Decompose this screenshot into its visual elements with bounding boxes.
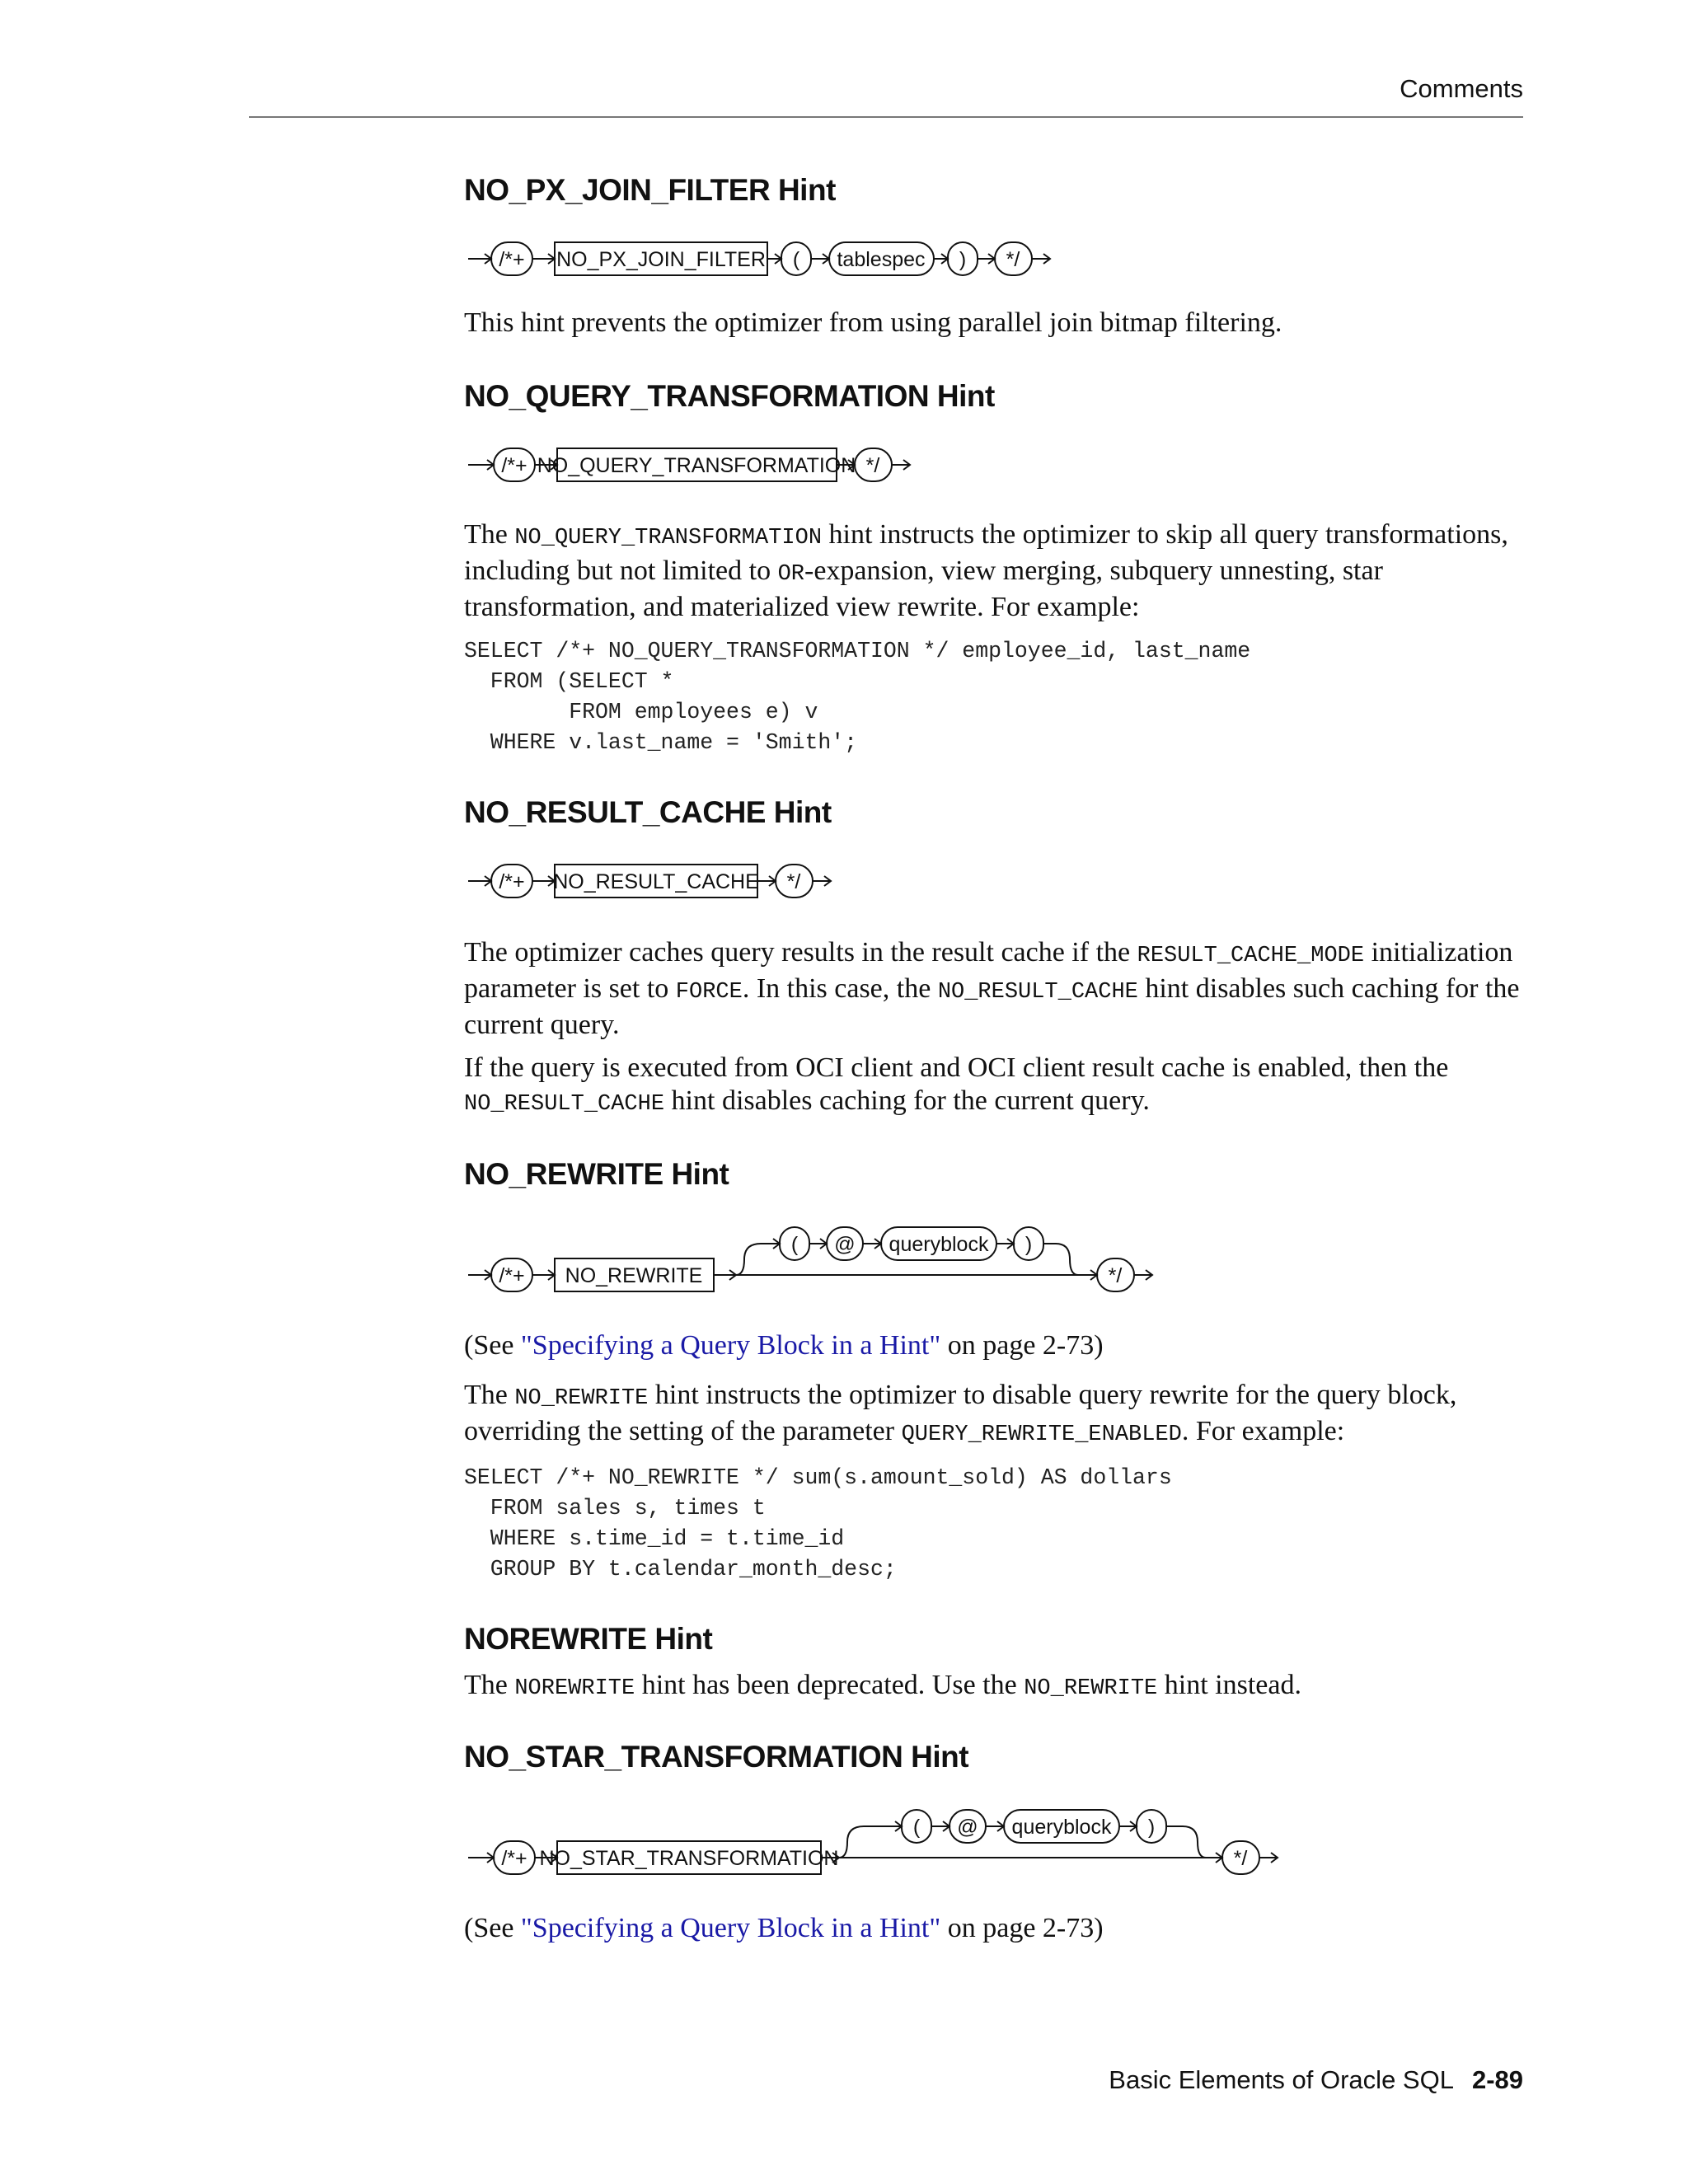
running-head: Comments: [1400, 74, 1523, 103]
diagram-token: /*+: [501, 454, 528, 477]
diagram-token: (: [912, 1816, 921, 1839]
syntax-diagram-no-px-join-filter: [464, 237, 1057, 282]
syntax-diagram-no-rewrite: [464, 1220, 1148, 1310]
section-norewrite: [464, 1622, 1527, 1657]
syntax-diagram-no-result-cache: [464, 860, 843, 904]
diagram-token: /*+: [499, 248, 525, 271]
diagram-token: @: [957, 1816, 978, 1839]
section-no-result-cache: [464, 795, 1527, 830]
diagram-token: /*+: [501, 1847, 528, 1870]
section-title: NO_RESULT_CACHE Hint: [464, 795, 832, 829]
code-example: SELECT /*+ NO_REWRITE */ sum(s.amount_sold) AS dollars FROM sales s, times t WHERE s.time_id = t.time_id GROUP BY t.calendar_month_desc;: [464, 1465, 1172, 1582]
diagram-token: */: [786, 870, 801, 893]
paragraph: The NOREWRITE hint has been deprecated. Use the NO_REWRITE hint instead.: [464, 1670, 1301, 1701]
diagram-nonterminal: queryblock: [1011, 1816, 1112, 1839]
paragraph: (See "Specifying a Query Block in a Hint" on page 2-73): [464, 1913, 1104, 1943]
diagram-token: */: [865, 454, 880, 477]
diagram-token: (: [790, 1233, 799, 1256]
paragraph: The optimizer caches query results in the result cache if the RESULT_CACHE_MODE initialization parameter is set to FORCE. In this case, the NO_RESULT_CACHE hint disables such caching for the current query.: [464, 937, 1520, 1040]
paragraph: (See "Specifying a Query Block in a Hint" on page 2-73): [464, 1330, 1104, 1361]
diagram-token: ): [959, 248, 967, 271]
paragraph: If the query is executed from OCI client and OCI client result cache is enabled, then the NO_RESULT_CACHE hint disables caching for the current query.: [464, 1052, 1449, 1117]
diagram-keyword: NO_QUERY_TRANSFORMATION: [537, 454, 856, 477]
header-rule: [249, 116, 1523, 118]
page-number: 2-89: [1471, 2065, 1523, 2094]
diagram-nonterminal: tablespec: [837, 248, 926, 271]
diagram-token: /*+: [499, 870, 525, 893]
diagram-token: */: [1108, 1264, 1123, 1287]
section-title: NO_QUERY_TRANSFORMATION Hint: [464, 379, 995, 413]
diagram-token: /*+: [499, 1264, 525, 1287]
xref-link[interactable]: "Specifying a Query Block in a Hint": [520, 1330, 941, 1361]
diagram-keyword: NO_PX_JOIN_FILTER: [556, 248, 766, 271]
section-no-px-join-filter: [464, 173, 1527, 208]
section-no-star-transformation: [464, 1740, 1527, 1774]
diagram-nonterminal: queryblock: [889, 1233, 989, 1256]
diagram-token: (: [792, 248, 800, 271]
book-part-title: Basic Elements of Oracle SQL: [1109, 2065, 1454, 2094]
diagram-token: ): [1147, 1816, 1156, 1839]
diagram-token: */: [1233, 1847, 1248, 1870]
diagram-keyword: NO_STAR_TRANSFORMATION: [539, 1847, 839, 1870]
section-title: NOREWRITE Hint: [464, 1622, 713, 1656]
syntax-diagram-no-query-transformation: [464, 443, 942, 488]
code-example: SELECT /*+ NO_QUERY_TRANSFORMATION */ employee_id, last_name FROM (SELECT * FROM employees e) v WHERE v.last_name = 'Smith';: [464, 639, 1251, 755]
section-no-query-transformation: [464, 379, 1527, 414]
xref-link[interactable]: "Specifying a Query Block in a Hint": [520, 1913, 941, 1943]
syntax-diagram-no-star-transformation: [464, 1802, 1288, 1893]
diagram-token: */: [1006, 248, 1020, 271]
diagram-token: @: [834, 1233, 856, 1256]
paragraph: The NO_QUERY_TRANSFORMATION hint instructs the optimizer to skip all query transformations, including but not limited to OR-expansion, view merging, subquery unnesting, star transformation, and materialized view rewrite. For example:: [464, 519, 1508, 622]
diagram-keyword: NO_RESULT_CACHE: [553, 870, 759, 893]
diagram-token: ): [1025, 1233, 1033, 1256]
section-title: NO_STAR_TRANSFORMATION Hint: [464, 1740, 969, 1774]
section-title: NO_REWRITE Hint: [464, 1157, 729, 1191]
section-no-rewrite: [464, 1157, 1527, 1192]
diagram-keyword: NO_REWRITE: [565, 1264, 703, 1287]
section-title: NO_PX_JOIN_FILTER Hint: [464, 173, 836, 207]
paragraph: The NO_REWRITE hint instructs the optimizer to disable query rewrite for the query block, overriding the setting of the parameter QUERY_REWRITE_ENABLED. For example:: [464, 1380, 1457, 1447]
paragraph: This hint prevents the optimizer from using parallel join bitmap filtering.: [464, 307, 1282, 338]
page-footer: [1109, 2065, 1523, 2095]
